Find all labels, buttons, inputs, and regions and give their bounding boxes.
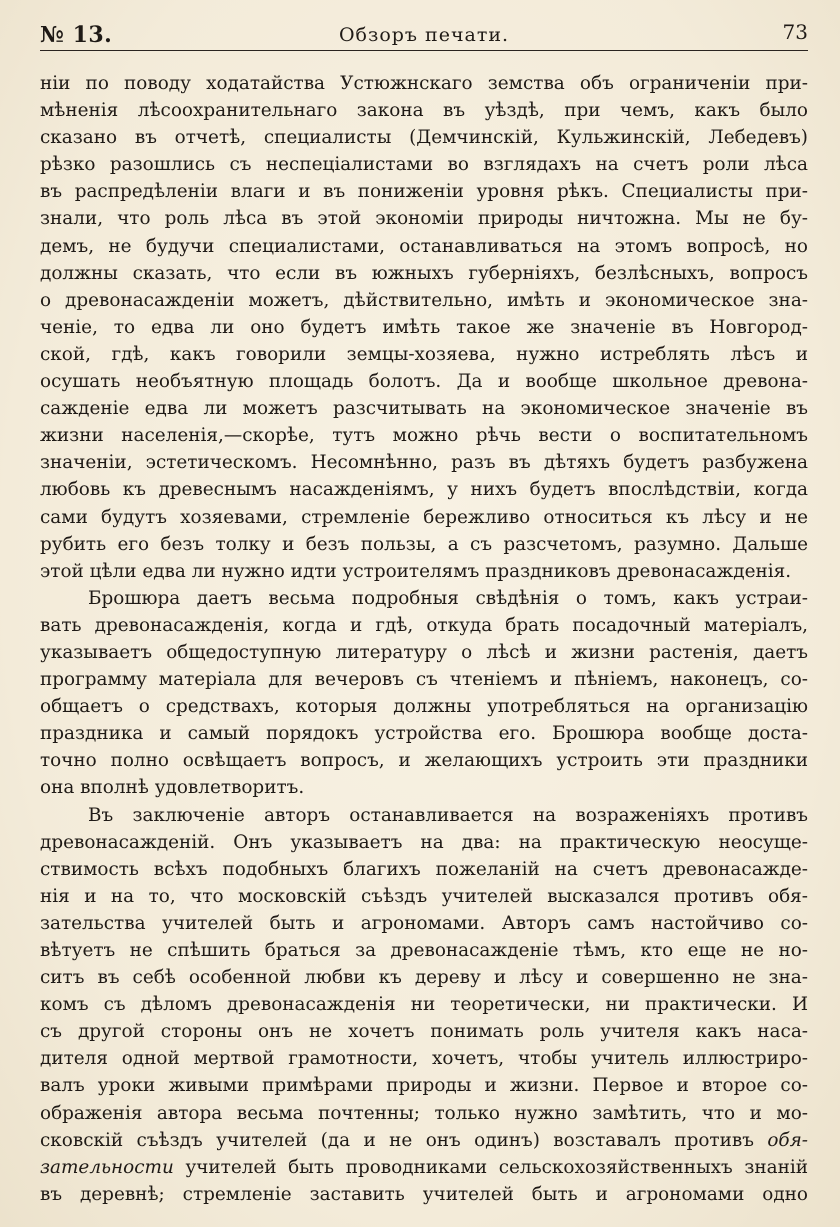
text-segment: сковскiй съѣздъ учителей (да и не онъ одинъ) возставалъ противъ — [40, 1129, 754, 1151]
text-line: ченiе, то едва ли оно будетъ имѣть такое же значенiе въ Новгород- — [40, 316, 808, 338]
text-line: комъ съ дѣломъ древонасажденiя ни теоретически, ни практически. И — [40, 994, 808, 1016]
text-line: точно полно освѣщаетъ вопросъ, и желающихъ устроить эти праздники — [40, 750, 808, 772]
text-line: она вполнѣ удовлетворитъ. — [40, 777, 305, 799]
text-line: ображенiя автора весьма почтенны; только нужно замѣтить, что и мо- — [40, 1102, 808, 1124]
text-line: въ распредѣленiи влаги и въ пониженiи уровня рѣкъ. Специалисты при- — [40, 181, 808, 203]
text-line: этой цѣли едва ли нужно идти устроителямъ праздниковъ древонасажденiя. — [40, 560, 792, 582]
text-line: демъ, не будучи специалистами, останавливаться на этомъ вопросѣ, но — [40, 235, 808, 257]
text-line: нiя и на то, что московскiй съѣздъ учителей высказался противъ обя- — [40, 885, 808, 907]
text-line: Въ заключенiе авторъ останавливается на возраженiяхъ противъ — [88, 804, 808, 826]
paragraph-3 — [40, 802, 808, 1208]
text-line: жизни населенiя,—скорѣе, тутъ можно рѣчь вести о воспитательномъ — [40, 425, 808, 447]
page-number: 73 — [782, 20, 808, 44]
text-line: валъ уроки живыми примѣрами природы и жизни. Первое и второе со- — [40, 1075, 808, 1097]
paragraph-1 — [40, 70, 808, 585]
text-line: праздника и самый порядокъ устройства его. Брошюра вообще доста- — [40, 723, 808, 745]
text-line: осушать необъятную площадь болотъ. Да и вообще школьное древона- — [40, 371, 808, 393]
text-line: сказано въ отчетѣ, специалисты (Демчинскiй, Кульжинскiй, Лебедевъ) — [40, 127, 808, 149]
text-line: ствимость всѣхъ подобныхъ благихъ пожеланiй на счетъ древонасажде- — [40, 858, 808, 880]
text-line: общаетъ о средствахъ, которыя должны употребляться на организацiю — [40, 696, 808, 718]
text-line: о древонасажденiи можетъ, дѣйствительно, имѣть и экономическое зна- — [40, 289, 808, 311]
emphasized-word: зательности — [40, 1156, 174, 1178]
text-line: съ другой стороны онъ не хочетъ понимать роль учителя какъ наса- — [40, 1021, 808, 1043]
text-line: значенiи, эстетическомъ. Несомнѣнно, разъ въ дѣтяхъ будетъ разбужена — [40, 452, 808, 474]
text-line: указываетъ общедоступную литературу о лѣсѣ и жизни растенiя, даетъ — [40, 641, 808, 663]
text-segment: учителей быть проводниками сельскохозяйственныхъ знанiй — [185, 1156, 808, 1178]
text-line: зательства учителей быть и агрономами. Авторъ самъ настойчиво со- — [40, 912, 808, 934]
text-line: древонасажденiй. Онъ указываетъ на два: на практическую неосуще- — [40, 831, 808, 853]
emphasized-word: обя- — [767, 1129, 808, 1151]
text-line: сажденiе едва ли можетъ разсчитывать на экономическое значенiе въ — [40, 398, 808, 420]
text-line: должны сказать, что если въ южныхъ губернiяхъ, безлѣсныхъ, вопросъ — [40, 262, 808, 284]
header-rule — [40, 50, 808, 51]
running-header — [40, 18, 808, 58]
text-line: программу матерiала для вечеровъ съ чтенiемъ и пѣнiемъ, наконецъ, со- — [40, 669, 808, 691]
text-line: дителя одной мертвой грамотности, хочетъ, чтобы учитель иллюстриро- — [40, 1048, 808, 1070]
text-line: вѣтуетъ не спѣшить браться за древонасажденiе тѣмъ, кто еще не но- — [40, 940, 808, 961]
text-line: любовь къ древеснымъ насажденiямъ, у нихъ будетъ впослѣдствiи, когда — [40, 479, 808, 501]
text-line: рубить его безъ толку и безъ пользы, а съ разсчетомъ, разумно. Дальше — [40, 533, 808, 555]
text-line: ской, гдѣ, какъ говорили земцы-хозяева, нужно истреблять лѣсъ и — [40, 343, 808, 365]
text-line: въ деревнѣ; стремленiе заставить учителей быть и агрономами одно — [40, 1183, 808, 1205]
text-line: сами будутъ хозяевами, стремленiе бережливо относиться къ лѣсу и не — [40, 506, 808, 528]
text-line: Брошюра даетъ весьма подробныя свѣдѣнiя о томъ, какъ устраи- — [88, 587, 808, 609]
section-title: Обзоръ печати. — [338, 24, 510, 46]
text-line: знали, что роль лѣса въ этой экономiи природы ничтожна. Мы не бу- — [40, 208, 808, 230]
text-line: нiи по поводу ходатайства Устюжнскаго земства объ ограниченiи при- — [40, 73, 808, 94]
paragraph-2 — [40, 585, 808, 802]
text-line: вать древонасажденiя, когда и гдѣ, откуда брать посадочный матерiалъ, — [40, 614, 808, 636]
issue-number: № 13. — [40, 22, 113, 48]
text-line-with-emphasis — [40, 1154, 808, 1181]
text-line: рѣзко разошлись съ неспецiалистами во взглядахъ на счетъ роли лѣса — [40, 154, 808, 176]
text-line: ситъ въ себѣ особенной любви къ дереву и лѣсу и совершенно не зна- — [40, 967, 808, 989]
article-body — [40, 70, 808, 1208]
text-line-with-emphasis — [40, 1127, 808, 1154]
text-line: мѣненiя лѣсоохранительнаго закона въ уѣздѣ, при чемъ, какъ было — [40, 100, 808, 122]
